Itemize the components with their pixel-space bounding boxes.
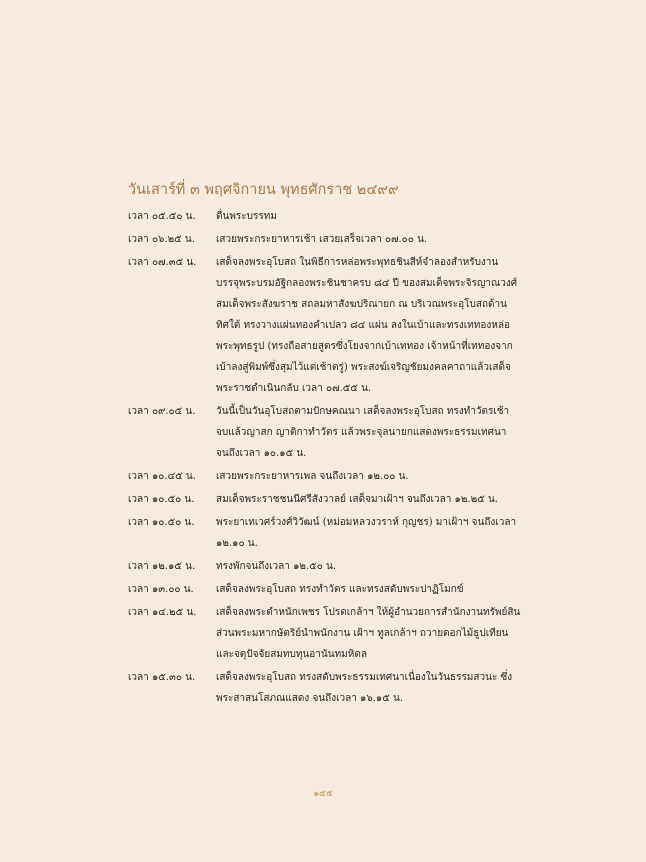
entry-description — [216, 252, 523, 399]
entry-time: เวลา ๑๐.๕๐ น. — [128, 494, 195, 505]
page-number: ๑๕๕ — [313, 789, 333, 799]
entry-line: วันนี้เป็นวันอุโบสถตามปักษคณนา เสด็จลงพระอุโบสถ ทรงทำวัตรเช้า — [216, 406, 510, 417]
entry-line: เสด็จลงพระอุโบสถ ในพิธีการหล่อพระพุทธชินสีห์จำลองสำหรับงาน — [216, 257, 499, 268]
schedule-entry — [128, 466, 523, 487]
entry-line: เสด็จลงพระตำหนักเพชร โปรดเกล้าฯ ให้ผู้อำนวยการสำนักงานทรัพย์สิน — [216, 607, 521, 618]
schedule-entry — [128, 206, 523, 227]
schedule-entry — [128, 252, 523, 399]
entry-line: เสวยพระกระยาหารเช้า เสวยเสร็จเวลา ๐๗.๐๐ น. — [216, 234, 428, 245]
entry-description — [216, 579, 523, 600]
entry-time: เวลา ๑๐.๔๕ น. — [128, 471, 196, 482]
schedule-entry — [128, 667, 523, 709]
entry-line: พระราชดำเนินกลับ เวลา ๐๗.๕๕ น. — [216, 383, 372, 394]
entry-time: เวลา ๑๐.๕๐ น. — [128, 517, 195, 528]
entry-line: สมเด็จพระสังฆราช สถลมหาสังฆปริณายก ณ บริเวณพระอุโบสถด้าน — [216, 299, 508, 310]
entry-line: เสวยพระกระยาหารเพล จนถึงเวลา ๑๒.๐๐ น. — [216, 471, 409, 482]
entry-line: ทรงพักจนถึงเวลา ๑๒.๕๐ น. — [216, 561, 337, 572]
entry-line: และจตุปัจจัยสมทบทุนอานันทมหิดล — [216, 649, 367, 660]
entry-line: พระยาเทเวศร์วงศ์วิวัฒน์ (หม่อมหลวงวราห์ กุญชร) มาเฝ้าฯ จนถึงเวลา — [216, 517, 517, 528]
entry-description — [216, 667, 523, 709]
entry-line: ทิศใต้ ทรงวางแผ่นทองคำเปลว ๘๔ แผ่น ลงในเบ้าและทรงเททองหล่อ — [216, 320, 510, 331]
entry-description — [216, 466, 523, 487]
entry-time: เวลา ๑๒.๑๕ น. — [128, 561, 196, 572]
entry-time: เวลา ๑๕.๓๐ น. — [128, 672, 196, 683]
entry-description — [216, 556, 523, 577]
schedule-entry — [128, 602, 523, 665]
entry-line: ส่วนพระมหากษัตริย์นำพนักงาน เฝ้าฯ ทูลเกล้าฯ ถวายดอกไม้ธูปเทียน — [216, 628, 509, 639]
entry-description — [216, 229, 523, 250]
page-title: วันเสาร์ที่ ๓ พฤศจิกายน พุทธศักราช ๒๔๙๙ — [128, 182, 399, 198]
entry-description — [216, 489, 523, 510]
entry-description — [216, 206, 523, 227]
entry-time: เวลา ๐๖.๒๕ น. — [128, 234, 195, 245]
entry-line: ตื่นพระบรรทม — [216, 211, 277, 222]
entry-time: เวลา ๐๙.๐๕ น. — [128, 406, 196, 417]
schedule-list — [128, 206, 523, 711]
entry-line: เบ้าลงสู่พิมพ์ซึ่งสุมไว้แต่เช้าตรู่) พระสงฆ์เจริญชัยมงคลคาถาแล้วเสด็จ — [216, 362, 511, 373]
entry-line: ๑๒.๑๐ น. — [216, 538, 258, 549]
entry-line: เสด็จลงพระอุโบสถ ทรงสดับพระธรรมเทศนาเนื่องในวันธรรมสวนะ ซึ่ง — [216, 672, 513, 683]
entry-time: เวลา ๑๓.๐๐ น. — [128, 584, 194, 595]
schedule-entry — [128, 579, 523, 600]
entry-line: พระสาสนโสภณแสดง จนถึงเวลา ๑๖.๑๕ น. — [216, 693, 404, 704]
schedule-entry — [128, 556, 523, 577]
schedule-entry — [128, 489, 523, 510]
entry-line: สมเด็จพระราชชนนีศรีสังวาลย์ เสด็จมาเฝ้าฯ จนถึงเวลา ๑๒.๒๕ น. — [216, 494, 498, 505]
entry-description — [216, 401, 523, 464]
entry-description — [216, 602, 523, 665]
entry-time: เวลา ๐๗.๓๕ น. — [128, 257, 197, 268]
entry-line: บรรจุพระบรมอัฐิกลองพระชินชาครบ ๘๔ ปี ของสมเด็จพระจิรญาณวงศ์ — [216, 278, 518, 289]
entry-line: จบแล้วญาสก ญาติกาทำวัตร แล้วพระจุลนายกแสดงพระธรรมเทศนา — [216, 427, 507, 438]
entry-line: เสด็จลงพระอุโบสถ ทรงทำวัตร และทรงสดับพระปาฏิโมกข์ — [216, 584, 464, 595]
entry-line: พระพุทธรูป (ทรงถือสายสูตรซึ่งโยงจากเบ้าเททอง เจ้าหน้าที่เททองจาก — [216, 341, 513, 352]
schedule-entry — [128, 401, 523, 464]
schedule-entry — [128, 512, 523, 554]
entry-description — [216, 512, 523, 554]
entry-time: เวลา ๐๕.๕๐ น. — [128, 211, 196, 222]
entry-line: จนถึงเวลา ๑๐.๑๕ น. — [216, 448, 307, 459]
schedule-entry — [128, 229, 523, 250]
entry-time: เวลา ๑๔.๒๕ น. — [128, 607, 197, 618]
